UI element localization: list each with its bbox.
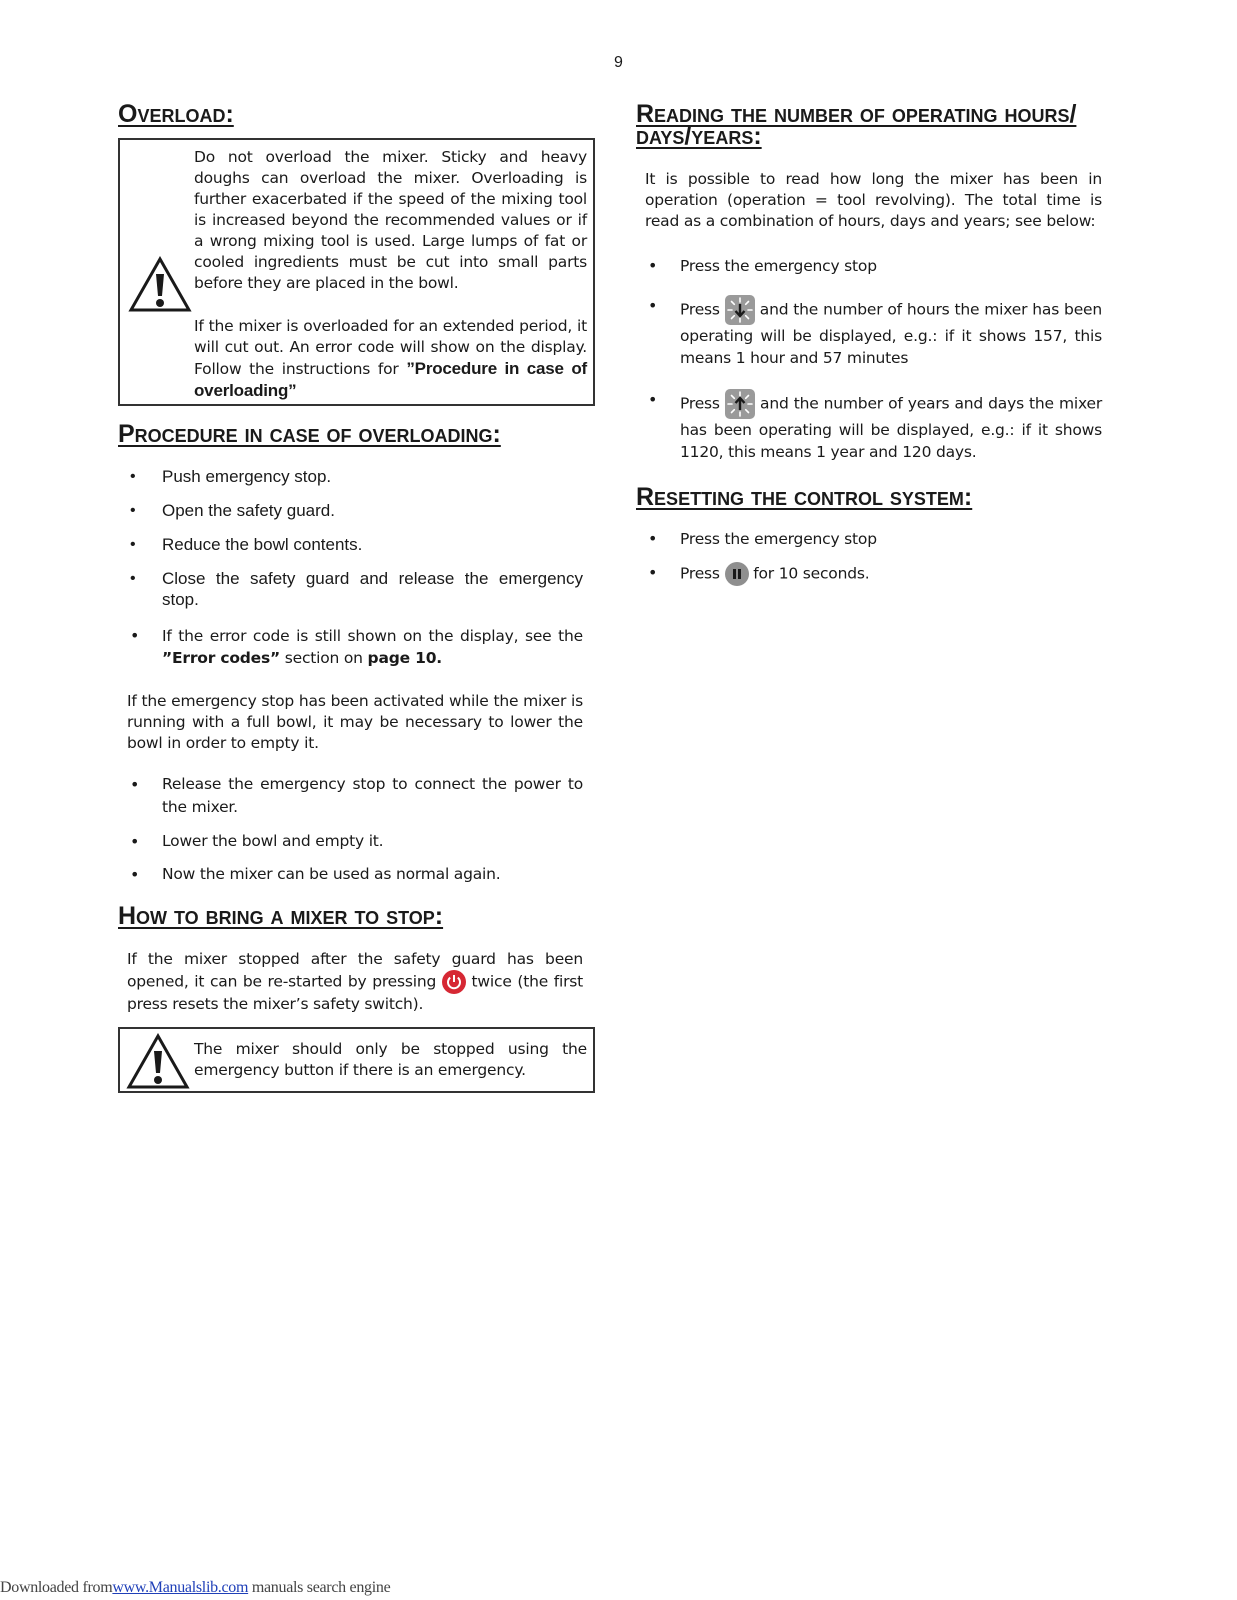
list-item-hours — [636, 295, 1102, 369]
list-item: • Lower the bowl and empty it. — [118, 830, 583, 853]
left-column — [118, 100, 608, 1093]
reading-heading-line-1: Reading the number of operating hours/ — [636, 100, 1077, 128]
power-button-icon — [442, 970, 466, 994]
footer-text-2: manuals search engine — [248, 1579, 391, 1596]
reading-item-2-text: and the number of hours the mixer has been operating will be displayed, e.g.: if it shows 157, this means 1 hour and 57 minutes — [680, 300, 1102, 367]
list-item: • Close the safety guard and release the emergency stop. — [118, 568, 583, 610]
stop-warning-box — [118, 1027, 595, 1093]
list-item: • Reduce the bowl contents. — [118, 534, 583, 555]
overload-warning-box — [118, 138, 595, 406]
reading-item-3-text: and the number of years and days the mixer has been operating will be displayed, e.g.: if it shows 1120, this means 1 year and 120 days. — [680, 394, 1103, 461]
page-reference: page 10. — [367, 649, 442, 667]
list-item-years — [636, 389, 1102, 463]
list-item: • Open the safety guard. — [118, 500, 583, 521]
overload-paragraph-2 — [194, 316, 587, 402]
reading-intro: It is possible to read how long the mixer has been in operation (operation = tool revolving). The total time is read as a combination of hours, days and years; see below: — [645, 170, 1102, 230]
reading-list — [636, 255, 1102, 463]
reading-item-3-press: Press — [680, 394, 720, 413]
warning-triangle-icon — [126, 1033, 190, 1091]
stop-paragraph — [118, 949, 583, 1015]
list-item-error-codes — [118, 625, 583, 669]
reading-item-2-press: Press — [680, 300, 720, 319]
overload-paragraph-2-text: If the mixer is overloaded for an extended period, it will cut out. An error code will show on the display. Follow the instructions for — [194, 317, 587, 378]
procedure-reference: ”Procedure in case of overloading” — [194, 359, 587, 400]
speed-down-icon — [725, 295, 755, 325]
procedure-list-2 — [118, 773, 583, 886]
list-item: • Press the emergency stop — [636, 255, 1102, 277]
procedure-heading: Procedure in case of overloading: — [118, 420, 501, 448]
list-item: • Push emergency stop. — [118, 466, 583, 487]
list-item: • Now the mixer can be used as normal again. — [118, 863, 583, 886]
procedure-paragraph: If the emergency stop has been activated while the mixer is running with a full bowl, it may be necessary to lower the bowl in order to empty it. — [127, 692, 583, 752]
warning-triangle-icon — [128, 256, 192, 314]
overload-heading: Overload: — [118, 100, 234, 128]
resetting-heading: Resetting the control system: — [636, 483, 973, 511]
list-item-reset — [636, 562, 1102, 586]
footer-text: Downloaded from — [0, 1579, 113, 1596]
list-item: • Release the emergency stop to connect the power to the mixer. — [118, 773, 583, 819]
error-item-mid: section on — [284, 649, 363, 667]
error-codes-reference: ”Error codes” — [162, 649, 281, 667]
stop-warning-text: The mixer should only be stopped using the emergency button if there is an emergency. — [194, 1040, 587, 1079]
resetting-list — [636, 528, 1102, 586]
list-item: • Press the emergency stop — [636, 528, 1102, 550]
stop-paragraph-text: If the mixer stopped after the safety guard has been opened, it can be re-started by pressing — [127, 950, 583, 991]
procedure-list — [118, 466, 583, 669]
resetting-item-2-text: for 10 seconds. — [753, 564, 870, 583]
page-number: 9 — [614, 54, 623, 71]
manualslib-link[interactable]: www.Manualslib.com — [112, 1579, 249, 1596]
reading-heading — [636, 100, 1116, 150]
overload-paragraph-1: Do not overload the mixer. Sticky and heavy doughs can overload the mixer. Overloading is further exacerbated if the speed of the mixing tool is increased beyond the recommended values or if a wrong mixing tool is used. Large lumps of fat or cooled ingredients must be cut into small parts before they are placed in the bowl. — [194, 148, 587, 292]
reading-heading-line-2: days/years: — [636, 122, 762, 150]
error-item-text: If the error code is still shown on the display, see the — [162, 627, 583, 645]
speed-up-icon — [725, 389, 755, 419]
right-column — [636, 100, 1116, 586]
stop-heading: How to bring a mixer to stop: — [118, 902, 444, 930]
resetting-item-2-press: Press — [680, 564, 720, 583]
download-footer — [0, 1579, 390, 1597]
pause-button-icon — [725, 562, 749, 586]
stop-paragraph-text-2: twice (the first press resets the mixer’s safety switch). — [127, 972, 584, 1013]
